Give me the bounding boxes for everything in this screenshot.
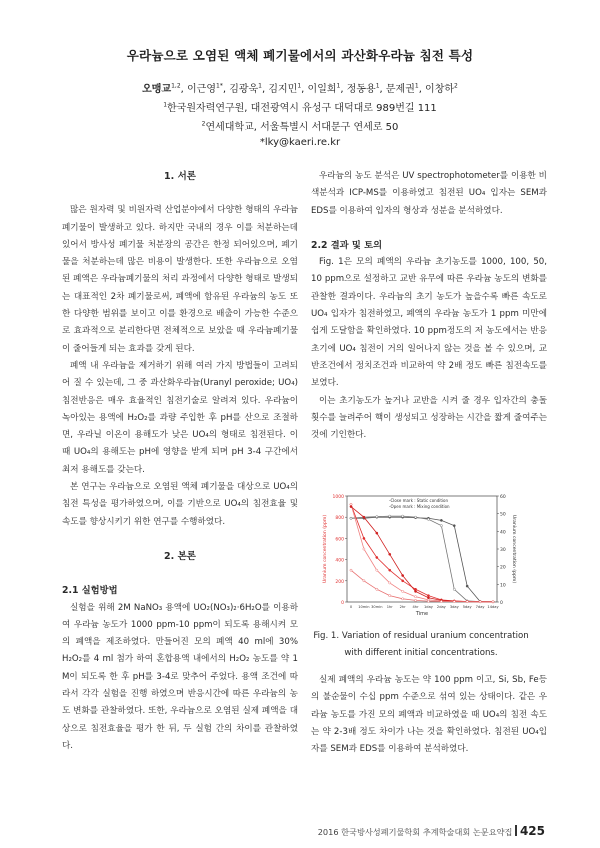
affiliation-1-text: 한국원자력연구원, 대전광역시 유성구 대덕대로 989번길 111 [167, 103, 437, 114]
author-affiliation-mark: 1 [336, 82, 341, 90]
footer-text: 2016 한국방사성폐기물학회 추계학술대회 논문요약집 [317, 827, 513, 837]
y-tick-label-left: 1000 [332, 495, 344, 500]
data-point [376, 556, 378, 558]
data-point [427, 600, 429, 602]
data-point [363, 537, 365, 539]
right-column-lower [311, 672, 547, 758]
y-tick-label-left: 800 [335, 516, 344, 522]
results-paragraph-1: Fig. 1은 모의 폐액의 우라늄 초기농도를 1000, 100, 50, 10 ppm으로 설정하고 교반 유무에 따른 우라늄 농도의 변화를 관찰한 결과이다. 우라늄의 초기 농도가 높을수록 빠른 속도로 UO₄ 입자가 침전하였고, 폐액의 우라늄 농도가 1 ppm 미만에 쉽게 도달함을 확인하였다. 10 ppm정도의 저 농도에서는 반응 초기에 UO₄ 침전이 거의 일어나지 않는 것을 볼 수 있으며, 교반조건에서 정치조건과 비교하여 약 2배 정도 빠른 침전속도를 보였다. [311, 257, 547, 389]
data-point [466, 585, 468, 587]
author-name: 이근영 [187, 84, 216, 95]
y-tick-label-right: 0 [500, 601, 503, 606]
data-point [427, 595, 429, 597]
data-point [350, 503, 352, 505]
x-tick-label: 1day [424, 605, 433, 609]
data-point [453, 600, 455, 602]
method-heading: 2.1 실험방법 [62, 585, 118, 597]
data-point [350, 517, 352, 519]
y-tick-label-right: 30 [500, 548, 506, 553]
y-axis-label-left: Uranium concentration (ppm) [323, 514, 328, 584]
data-point [402, 590, 404, 592]
y-tick-label-left: 0 [341, 601, 344, 606]
author-name: 김지민 [268, 84, 298, 95]
data-point [389, 569, 391, 571]
intro-paragraph-2: 폐액 내 우라늄을 제거하기 위해 여러 가지 방법들이 고려되어 질 수 있는데, 그 중 과산화우라늄(Uranyl peroxide; UO₄) 침전반응은 매우 효율적인 침전기술로 알려져 있다. 우라늄이 녹아있는 용액에 H₂O₂를 과량 주입한 후 pH를 산으로 조절하면, 우라닐 이온이 용해도가 낮은 UO₄의 형태로 침전된다. 이 때 UO₄의 용해도는 pH에 영향을 받게 되며 pH 3-4 구간에서 최저 용해도를 갖는다. [62, 360, 298, 475]
data-point [376, 516, 378, 518]
author-name: 문제권 [385, 84, 415, 95]
affiliation-2 [0, 118, 600, 133]
x-tick-label: 4hr [412, 605, 419, 609]
x-tick-label: 0 [349, 605, 353, 609]
right-column [311, 168, 547, 444]
method-paragraph-1: 실험을 위해 2M NaNO₃ 용액에 UO₂(NO₃)₂·6H₂O를 이용하여 우라늄 농도가 1000 ppm-10 ppm이 되도록 용해시켜 모의 폐액을 제조하였다. 만들어진 모의 폐액 40 ml에 30% H₂O₂를 4 ml 첨가 하여 혼합용액 내에서의 H₂O₂ 농도를 약 1 M이 되도록 한 후 pH를 3-4로 맞추어 주었다. 용액 조건에 따라서 각각 실험을 진행 하였으며 반응시간에 따른 우라늄의 농도 변화를 관찰하였다. 또한, 우라늄으로 오염된 실제 폐액을 대상으로 침전효율을 평가 한 뒤, 두 실험 간의 차이를 관찰하였다. [62, 602, 298, 751]
author-list: 오맹교$^{1,2}$, 이근영$^{1*}$, 김광욱$^1$, 김지민$^1$, 이일희$^1$, 정동용$^1$, 문제권$^1$, 이창하$^2$ [142, 82, 458, 95]
legend-entry: -Close mark : Static condition [389, 498, 449, 503]
page-number: 425 [519, 824, 545, 838]
author-affiliation-mark: 2 [454, 82, 458, 90]
data-point [427, 597, 429, 599]
intro-paragraph-3: 본 연구는 우라늄으로 오염된 액체 폐기물을 대상으로 UO₄의 침전 특성을 평가하였으며, 이를 기반으로 UO₄의 침전효율 및 속도를 향상시키기 위한 연구를 수행하였다. [62, 482, 298, 527]
plot-frame [347, 496, 497, 602]
data-point [402, 598, 404, 600]
intro-heading: 1. 서론 [164, 171, 196, 182]
author-affiliation-mark: 1 [414, 82, 419, 90]
main-heading: 2. 본론 [164, 550, 196, 562]
y-tick-label-right: 40 [500, 530, 506, 536]
data-point [414, 516, 416, 518]
affiliation-2-text: 연세대학교, 서울특별시 서대문구 연세로 50 [205, 122, 399, 133]
results-heading: 2.2 결과 및 토의 [311, 239, 383, 251]
x-tick-label: 30min [371, 605, 383, 609]
y-tick-label-right: 10 [500, 583, 506, 589]
data-point [376, 588, 378, 590]
y-tick-label-right: 50 [500, 512, 506, 518]
figure-1-chart [317, 490, 517, 622]
data-point [389, 515, 391, 517]
x-tick-label: 2hr [399, 605, 406, 609]
x-tick-label: 1hr [386, 605, 393, 609]
x-tick-label: 5day [462, 605, 472, 609]
footer-divider [515, 825, 517, 836]
author-name: 정동용 [346, 84, 376, 95]
author-affiliation-mark: 1* [216, 82, 223, 90]
author-affiliation-mark: 1 [258, 82, 262, 90]
results-paragraph-2: 이는 초기농도가 높거나 교반을 시켜 줄 경우 입자간의 충돌횟수를 늘려주어 핵이 생성되고 성장하는 시간을 짧게 줄여주는 것에 기인한다. [311, 395, 547, 441]
data-point [350, 569, 352, 571]
y-tick-label-left: 600 [335, 537, 344, 543]
page-footer [300, 824, 545, 838]
data-point [453, 588, 455, 590]
data-point [479, 601, 481, 603]
data-point [350, 506, 352, 508]
author-name: 이창하 [425, 84, 455, 95]
data-point [414, 590, 416, 592]
y-tick-label-right: 20 [500, 565, 506, 571]
y-tick-label-left: 200 [335, 579, 344, 585]
data-point [414, 599, 416, 601]
data-point [402, 574, 404, 576]
data-point [376, 569, 378, 571]
y-axis-label-right: Uranium concentration (ppm) [511, 514, 516, 584]
author-name: 오맹교 [142, 84, 172, 95]
method-paragraph-2: 우라늄의 농도 분석은 UV spectrophotometer를 이용한 비색분석과 ICP-MS를 이용하였고 침전된 UO₄ 입자는 SEM과 EDS를 이용하여 입자의 형상과 성분을 분석하였다. [311, 171, 547, 216]
x-tick-label: 2day [436, 605, 446, 609]
data-point [363, 516, 365, 518]
x-tick-label: 10min [358, 605, 370, 609]
figure-1-caption: Fig. 1. Variation of residual uranium concentration with different initial concentrations. [313, 631, 529, 658]
data-point [402, 580, 404, 582]
x-tick-label: 3day [449, 605, 459, 609]
affiliation-2-mark: 2 [201, 120, 206, 128]
data-point [440, 600, 442, 602]
affiliation-1 [0, 99, 600, 114]
data-point [376, 532, 378, 534]
paper-title: 우라늄으로 오염된 액체 폐기물에서의 과산화우라늄 침전 특성 [126, 48, 474, 63]
left-column [62, 168, 298, 755]
author-name: 김광욱 [229, 84, 259, 95]
author-affiliation-mark: 1 [297, 82, 302, 90]
intro-paragraph-1: 많은 원자력 및 비원자력 산업분야에서 다양한 형태의 우라늄폐기물이 발생하고 있다. 하지만 국내의 경우 이를 처분하는데 있어서 방사성 폐기물 처분장의 공간은 한정 되어있으며, 폐기물을 처분하는데 많은 비용이 발생한다. 또한 우라늄으로 오염된 폐액은 우라늄폐기물의 처리 과정에서 다양한 형태로 발생되는 대표적인 2차 폐기물로써, 폐액에 함유된 우라늄의 농도 또한 다양한 범위를 보이고 이를 환경으로 배출이 가능한 수준으로 효과적으로 분리한다면 전체적으로 보았을 때 우라늄폐기물이 줄어들게 되는 효과를 갖게 된다. [62, 205, 298, 354]
data-point [414, 596, 416, 598]
after-figure-paragraph: 실제 폐액의 우라늄 농도는 약 100 ppm 이고, Si, Sb, Fe등의 불순물이 수십 ppm 수준으로 섞여 있는 상태이다. 같은 우라늄 농도를 가진 모의 폐액과 비교하였을 때 UO₄의 침전 속도는 약 2-3배 정도 차이가 나는 것을 확인하였다. 침전된 UO₄입자를 SEM과 EDS를 이용하여 분석하였다. [311, 675, 547, 755]
author-name: 이일희 [307, 84, 337, 95]
x-tick-label: 14day [487, 605, 499, 609]
data-point [466, 601, 468, 603]
y-tick-label-right: 60 [500, 495, 506, 500]
data-point [389, 553, 391, 555]
data-point [389, 582, 391, 584]
affiliation-1-mark: 1 [163, 101, 168, 109]
data-point [389, 595, 391, 597]
y-tick-label-left: 400 [335, 558, 344, 564]
x-tick-label: 7day [475, 605, 485, 609]
data-point [453, 525, 455, 527]
data-point [440, 525, 442, 527]
data-point [402, 515, 404, 517]
data-point [492, 601, 494, 603]
author-affiliation-mark: 1,2 [171, 82, 181, 90]
author-affiliation-mark: 1 [375, 82, 380, 90]
corresponding-email: *lky@kaeri.re.kr [259, 137, 341, 148]
data-point [427, 518, 429, 520]
data-point [363, 580, 365, 582]
legend-entry: -Open mark : Mixing condition [389, 504, 450, 509]
x-axis-label: Time [415, 611, 429, 617]
data-point [440, 519, 442, 521]
data-point [363, 548, 365, 550]
